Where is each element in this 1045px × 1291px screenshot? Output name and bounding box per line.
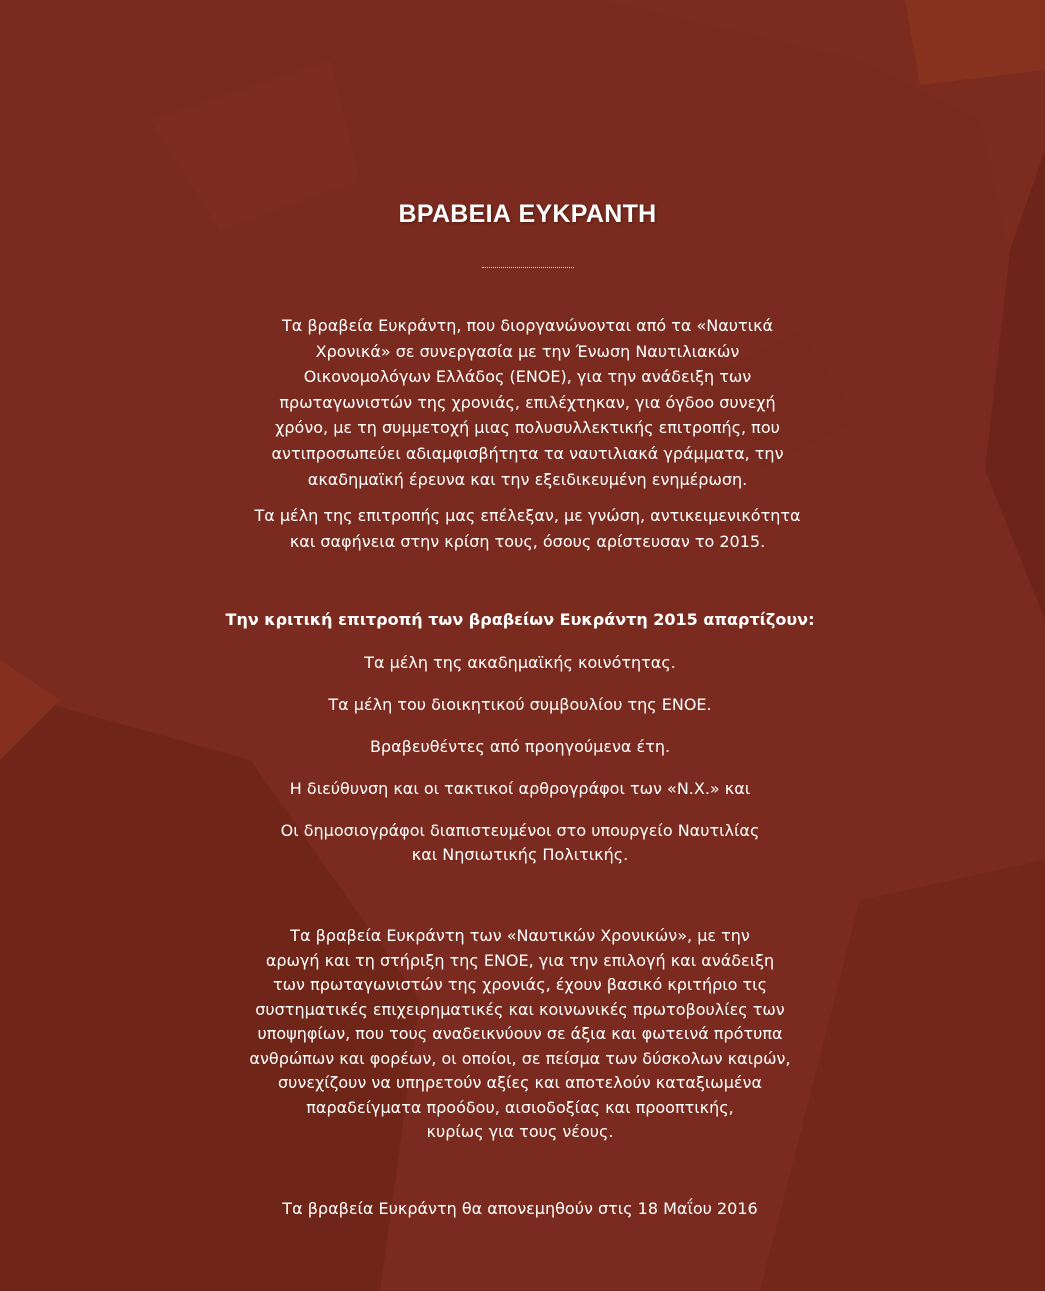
intro-line: χρόνο, με τη συμμετοχή μιας πολυσυλλεκτικής επιτροπής, που [275,418,780,438]
criteria-line: κυρίως για τους νέους. [426,1122,614,1141]
intro-line: Χρονικά» σε συνεργασία με την Ένωση Ναυτιλιακών [315,341,740,361]
committee-heading: Την κριτική επιτροπή των βραβείων Ευκράντη 2015 απαρτίζουν: [225,610,815,629]
criteria-paragraph [0,924,1040,1145]
criteria-line: Τα βραβεία Ευκράντη των «Ναυτικών Χρονικών», με την [290,926,750,945]
criteria-line: υποψηφίων, που τους αναδεικνύουν σε άξια και φωτεινά πρότυπα [257,1024,783,1043]
intro-paragraph [0,313,1045,492]
criteria-line: συστηματικές επιχειρηματικές και κοινωνικές πρωτοβουλίες των [255,999,785,1019]
title-divider [482,267,574,268]
selection-line: και σαφήνεια στην κρίση τους, όσους αρίστευσαν το 2015. [289,531,766,551]
committee-member-line: Οι δημοσιογράφοι διαπιστευμένοι στο υπουργείο Ναυτιλίας [280,821,760,840]
criteria-line: αρωγή και τη στήριξη της ΕΝΟΕ, για την επιλογή και ανάδειξη [265,950,775,970]
committee-member [0,819,1040,867]
committee-member: Τα μέλη της ακαδημαϊκής κοινότητας. [364,653,676,672]
intro-line: πρωταγωνιστών της χρονιάς, επιλέχτηκαν, για όγδοο συνεχή [279,392,776,412]
criteria-line: ανθρώπων και φορέων, οι οποίοι, σε πείσμα των δύσκολων καιρών, [249,1048,791,1068]
selection-line: Τα μέλη της επιτροπής μας επέλεξαν, με γνώση, αντικειμενικότητα [254,506,801,525]
committee-member-line: και Νησιωτικής Πολιτικής. [411,845,629,864]
committee-member: Τα μέλη του διοικητικού συμβουλίου της ΕΝΟΕ. [328,695,712,714]
criteria-line: παραδείγματα προόδου, αισιοδοξίας και προοπτικής, [306,1097,734,1117]
intro-line: Τα βραβεία Ευκράντη, που διοργανώνονται από τα «Ναυτικά [281,316,774,335]
selection-paragraph [0,503,1045,554]
page-title: ΒΡΑΒΕΙΑ ΕΥΚΡΑΝΤΗ [398,200,657,228]
intro-line: αντιπροσωπεύει αδιαμφισβήτητα τα ναυτιλιακά γράμματα, την [271,443,784,463]
criteria-line: συνεχίζουν να υπηρετούν αξίες και αποτελούν καταξιωμένα [278,1073,762,1092]
award-date-text: Τα βραβεία Ευκράντη θα απονεμηθούν στις 18 Μαΐου 2016 [282,1199,758,1218]
criteria-line: των πρωταγωνιστών της χρονιάς, έχουν βασικό κριτήριο τις [273,975,767,994]
intro-line: ακαδημαϊκή έρευνα και την εξειδικευμένη ενημέρωση. [307,469,748,489]
committee-member: Βραβευθέντες από προηγούμενα έτη. [369,737,671,756]
intro-line: Οικονομολόγων Ελλάδος (ΕΝΟΕ), για την ανάδειξη των [303,367,752,387]
committee-member: Η διεύθυνση και οι τακτικοί αρθρογράφοι των «Ν.Χ.» και [289,779,751,798]
